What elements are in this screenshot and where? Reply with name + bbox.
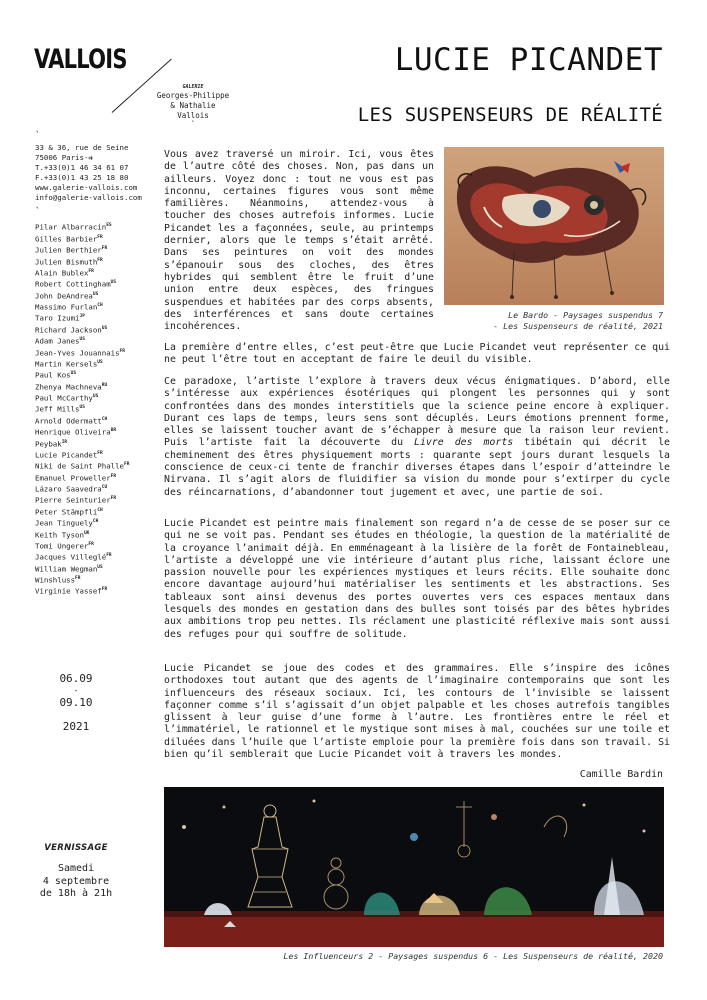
artist-list — [35, 221, 150, 596]
artist-item — [35, 347, 150, 358]
artist-country-mark: CH — [97, 507, 103, 513]
gallery-line-2: & Nathalie — [170, 101, 216, 110]
artist-name: Jacques Villeglé — [35, 552, 107, 562]
artist-country-mark: US — [110, 280, 117, 286]
artist-name: Winshluss — [35, 575, 76, 585]
artist-item — [35, 233, 150, 244]
address-block — [35, 143, 150, 202]
vernissage-date: 4 septembre — [42, 875, 110, 887]
artist-country-mark: US — [97, 564, 103, 570]
artist-name: Pierre Seinturier — [35, 495, 111, 505]
address-street: 33 & 36, rue de Seine — [35, 143, 129, 152]
gallery-name — [150, 84, 236, 129]
artist-country-mark: FR — [124, 462, 130, 468]
date-end: 09.10 — [59, 696, 93, 709]
gallery-line-3: Vallois — [177, 111, 209, 120]
page-title: LUCIE PICANDET — [394, 42, 663, 78]
artist-item — [35, 472, 150, 483]
artist-item — [35, 483, 150, 494]
artist-item — [35, 563, 150, 574]
artist-country-mark: US — [79, 337, 85, 343]
artist-item — [35, 449, 150, 460]
artist-item — [35, 256, 150, 267]
artist-name: Massimo Furlan — [35, 302, 98, 312]
artist-name: Paul McCarthy — [35, 393, 93, 403]
address-phone: T.+33(0)1 46 34 61 07 — [35, 162, 129, 172]
exhibition-dates — [40, 672, 112, 734]
date-start: 06.09 — [59, 672, 93, 685]
artist-name: Keith Tyson — [35, 530, 84, 540]
body-paragraph-2-b: tibétain qui décrit le cheminement des êtres physiquement morts : quarante sept jours durant lesquels la conscience de ceux-ci tente de franchir diverses étapes dans l’espoir d’atteindre le Nirvana. Il s’agit alors de fluidifier sa vision du monde pour s’extirper du cycle des réincarnations, d’abandonner tout jugement et avec, une partie de soi. — [164, 437, 670, 498]
artist-name: Tomi Ungerer — [35, 541, 89, 551]
book-title: Livre des morts — [414, 437, 514, 449]
address-fax: F.+33(0)1 43 25 18 80 — [35, 172, 129, 182]
artist-country-mark: CH — [101, 416, 108, 422]
artist-name: Martin Kersels — [35, 359, 98, 369]
artist-item — [35, 517, 150, 528]
artist-name: Jean Tinguely — [35, 518, 93, 528]
artist-item — [35, 221, 150, 232]
artist-country-mark: US — [70, 371, 77, 377]
artist-country-mark: FR — [110, 496, 117, 502]
artist-country-mark: FR — [106, 553, 112, 559]
artist-name: Taro Izumi — [35, 313, 80, 323]
body-paragraph-1: Vous avez traversé un miroir. Ici, vous êtes de l’autre côté des choses. Non, pas dans un ailleurs. Voyez donc : tout ne vous est pas inconnu, certaines figures vous sont même familières. Néanmoins, attendez-vous à toucher des choses autrefois informes. Lucie Picandet les a façonnées, seule, au printemps dernier, alors que le temps s’était arrêté. Dans ses peintures on voit des mondes s’épanouir sous des cloches, des êtres hybrides qui semblent être le fruit d’une union entre deux espèces, des fringues suspendues et habitées par des corps absents, des interférences et sans doute certaines incohérences. — [164, 149, 434, 333]
artist-item — [35, 460, 150, 471]
gallery-logo: VALLOIS — [34, 44, 127, 75]
artist-name: Julien Bismuth — [35, 257, 98, 267]
artist-name: Virginie Yassef — [35, 586, 102, 596]
artist-name: Adam Janes — [35, 336, 80, 346]
artwork-image-bardo — [444, 147, 664, 305]
vernissage-day: Samedi — [57, 863, 95, 874]
artist-country-mark: FR — [110, 473, 117, 479]
artist-name: Robert Cottingham — [35, 279, 111, 289]
artist-country-mark: US — [101, 325, 108, 331]
artist-country-mark: JP — [79, 314, 85, 320]
artist-country-mark: FR — [97, 257, 103, 263]
artist-country-mark: RU — [101, 382, 108, 388]
artist-country-mark: ES — [106, 223, 112, 229]
address-city: 75006 Paris-⇉ — [35, 152, 93, 162]
artist-item — [35, 278, 150, 289]
artist-country-mark: FR — [75, 576, 81, 582]
date-dash: - — [73, 686, 79, 695]
artist-item — [35, 324, 150, 335]
artist-item — [35, 585, 150, 596]
artist-name: Gilles Barbier — [35, 234, 98, 244]
artist-name: Jean-Yves Jouannais — [35, 348, 120, 358]
artist-item — [35, 540, 150, 551]
date-year: 2021 — [62, 720, 90, 733]
author-signature: Camille Bardin — [579, 769, 663, 780]
artist-name: Jeff Mills — [35, 404, 80, 414]
artist-country-mark: US — [79, 405, 85, 411]
artist-country-mark: US — [92, 394, 99, 400]
artist-country-mark: BR — [110, 428, 117, 434]
artist-country-mark: CU — [101, 485, 108, 491]
artist-country-mark: FR — [119, 348, 125, 354]
artist-item — [35, 335, 150, 346]
artist-item — [35, 506, 150, 517]
body-paragraph-4: Lucie Picandet se joue des codes et des grammaires. Elle s’inspire des icônes orthodoxes tout autant que des agents de l’imaginaire contemporains que sont les influenceurs des réseaux sociaux. Ici, les contours de l’invisible se laissent façonner comme s’il s’agissait d’un objet palpable et les choses autrefois tangibles glissent à leur guise d’une forme à l’autre. Les frontières entre le réel et l’immatériel, le rationnel et le mystique sont mises à mal, couchées sur une toile et diluées dans l’huile que l’artiste emploie pour la première fois dans son travail. Si bien qu’il semblerait que Lucie Picandet voit à travers les mondes. — [164, 663, 670, 761]
artist-country-mark: CH — [97, 303, 103, 309]
artists-tick: ` — [35, 207, 41, 218]
vernissage-block — [32, 843, 120, 901]
artwork-image-influenceurs — [164, 787, 664, 947]
gallery-line-1: Georges-Philippe — [156, 91, 230, 100]
artist-country-mark: UK — [83, 530, 90, 536]
artist-item — [35, 529, 150, 540]
artist-name: Peter Stämpfli — [35, 507, 98, 517]
artist-item — [35, 403, 150, 414]
gallery-tick: ` — [190, 120, 196, 129]
artist-item — [35, 358, 150, 369]
vernissage-label: VERNISSAGE — [44, 843, 108, 853]
artist-name: Niki de Saint Phalle — [35, 461, 124, 471]
artist-name: Emanuel Proweller — [35, 473, 111, 483]
artist-item — [35, 392, 150, 403]
artist-country-mark: US — [92, 291, 99, 297]
artist-name: Lázaro Saavedra — [35, 484, 102, 494]
artist-item — [35, 312, 150, 323]
sidebar — [35, 132, 150, 597]
body-paragraph-2-a: Ce paradoxe, l’artiste l’explore à travers deux vécus énigmatiques. D’abord, elle s’intéresse aux expériences ésotériques qui plongent les personnes qui y sont confrontées dans des mondes interstitiels que la science peine encore à expliquer. Durant ces laps de temps, leurs sens sont décuplés. Leurs émotions prennent forme, elles se laissent toucher avant de s’échapper à mesure que la raison leur revient. Puis l’artiste fait la découverte du — [164, 376, 670, 449]
artist-item — [35, 290, 150, 301]
artist-name: Arnold Odermatt — [35, 416, 102, 426]
artist-item — [35, 438, 150, 449]
artist-item — [35, 574, 150, 585]
artist-item — [35, 301, 150, 312]
artist-item — [35, 369, 150, 380]
artist-name: Lucie Picandet — [35, 450, 98, 460]
artist-item — [35, 551, 150, 562]
artist-country-mark: CH — [92, 519, 99, 525]
email-link[interactable]: info@galerie-vallois.com — [35, 192, 142, 202]
body-paragraph-1-end: La première d’entre elles, c’est peut-être que Lucie Picandet veut représenter ce qui ne peut l’être tout en acceptant de faire le deuil du visible. — [164, 342, 670, 366]
artist-item — [35, 415, 150, 426]
caption1-line2: - Les Suspenseurs de réalité, 2021 — [493, 320, 663, 331]
artist-country-mark: IR — [61, 439, 68, 445]
artist-name: Alain Bublex — [35, 268, 89, 278]
artwork-caption-influenceurs: Les Influenceurs 2 - Paysages suspendus 6 - Les Suspenseurs de réalité, 2020 — [283, 951, 663, 961]
artist-name: John DeAndrea — [35, 291, 93, 301]
artist-name: Julien Berthier — [35, 245, 102, 255]
body-paragraph-3: Lucie Picandet est peintre mais finalement son regard n’a de cesse de se poser sur ce qui ne se voit pas. Pendant ses études en théologie, la question de la matérialité de la croyance l’animait déjà. En emménageant à la lisière de la forêt de Fontainebleau, l’artiste a développé une vie intérieure d’autant plus riche, laissant éclore une passion nouvelle pour les expériences mystiques et leurs récits. Elle souhaite donc encore davantage aujourd’hui matérialiser les sentiments et les abstractions. Ses tableaux sont ainsi devenus des portes ouvertes vers ces espaces mentaux dans lesquels des mondes en gestation dans des bulles sont toisés par des bêtes hybrides aux ambitions trop peu nettes. Ils réclament une plasticité réflexive mais sont aussi des refuges pour qui souffre de solitude. — [164, 518, 670, 640]
page-subtitle: LES SUSPENSEURS DE RÉALITÉ — [357, 104, 663, 126]
artist-item — [35, 244, 150, 255]
artist-country-mark: FR — [97, 234, 103, 240]
gallery-small-label: GALERIE — [182, 84, 204, 90]
caption1-line1: Le Bardo - Paysages suspendus 7 — [508, 310, 663, 320]
vernissage-hours: de 18h à 21h — [39, 888, 113, 899]
address-tick: ` — [35, 131, 41, 141]
artist-name: Richard Jackson — [35, 325, 102, 335]
artist-item — [35, 426, 150, 437]
artist-country-mark: FR — [97, 450, 103, 456]
artist-country-mark: FR — [101, 246, 108, 252]
body-paragraph-2 — [164, 376, 670, 499]
artist-country-mark: FR — [88, 268, 94, 274]
artist-item — [35, 494, 150, 505]
artwork-caption-bardo — [433, 310, 663, 331]
artist-name: Paul Kos — [35, 370, 71, 380]
artist-country-mark: FR — [88, 541, 94, 547]
artist-item — [35, 381, 150, 392]
artist-name: Henrique Oliveira — [35, 427, 111, 437]
artist-name: Pilar Albarracín — [35, 222, 107, 232]
artist-name: Peybak — [35, 439, 62, 449]
artist-country-mark: FR — [101, 587, 108, 593]
artist-name: William Wegman — [35, 564, 98, 574]
website-link[interactable]: www.galerie-vallois.com — [35, 182, 138, 192]
artist-country-mark: US — [97, 359, 103, 365]
artist-item — [35, 267, 150, 278]
artist-name: Zhenya Machneva — [35, 382, 102, 392]
